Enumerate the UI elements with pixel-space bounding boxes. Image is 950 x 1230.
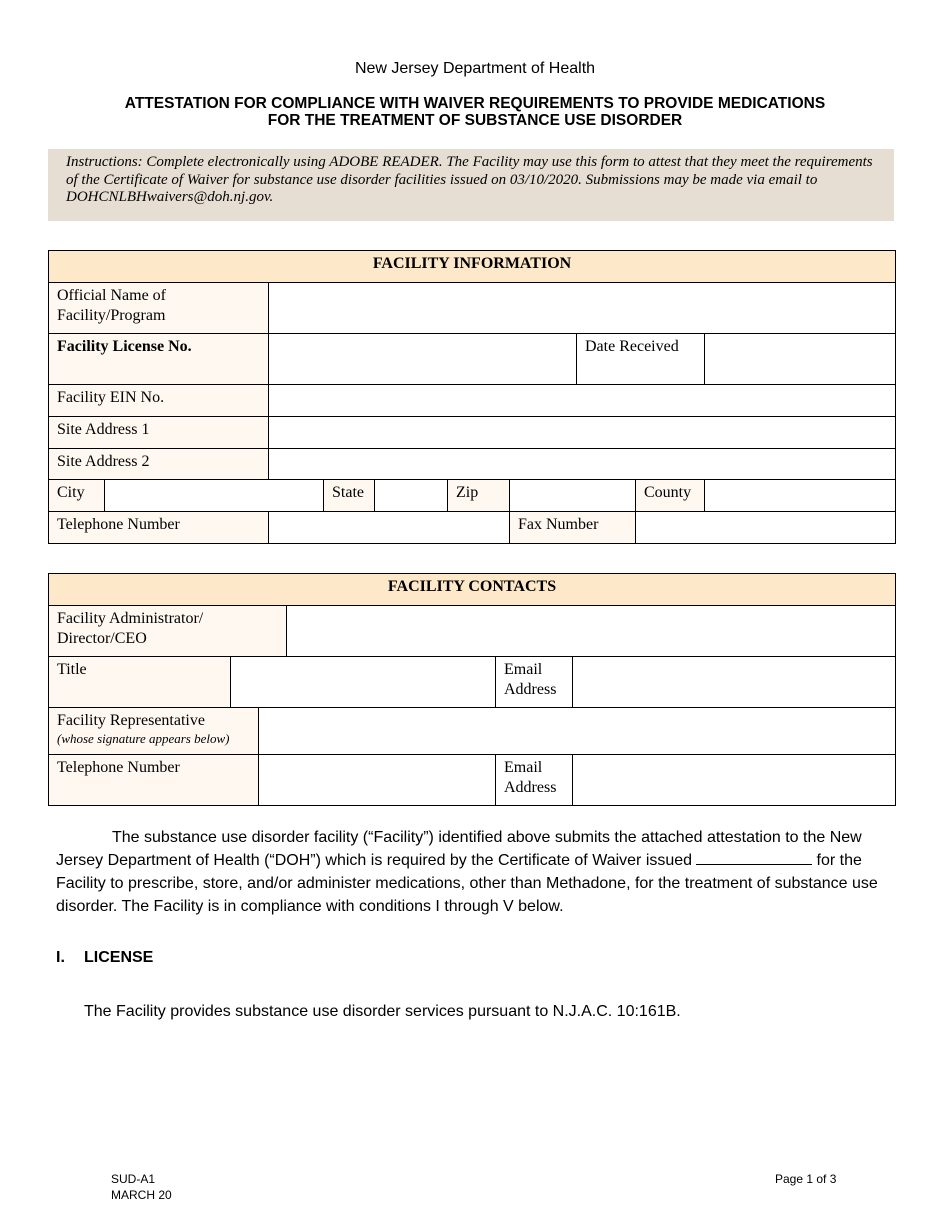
attestation-paragraph [56, 826, 886, 918]
zip-label: Zip [448, 480, 510, 512]
city-label: City [49, 480, 105, 512]
agency-name: New Jersey Department of Health [354, 60, 596, 77]
site-address-2-field[interactable] [269, 449, 896, 480]
site-address-1-field[interactable] [269, 417, 896, 449]
paragraph-part-2: for the Facility to prescribe, store, and/or administer medications, other than Methadone, for the treatment of substance use disorder. The Facility is in compliance with conditions I through V below. [56, 852, 878, 915]
issued-date-blank[interactable] [696, 849, 812, 865]
fax-label: Fax Number [510, 512, 636, 544]
official-name-label: Official Name of Facility/Program [49, 283, 269, 334]
official-name-field[interactable] [269, 283, 896, 334]
section-number: I. [56, 949, 65, 966]
section-heading [56, 949, 153, 967]
facility-information-table [48, 250, 896, 544]
site-address-1-label: Site Address 1 [49, 417, 269, 449]
representative-label [49, 708, 259, 755]
state-field[interactable] [375, 480, 448, 512]
instructions-box: Instructions: Complete electronically using ADOBE READER. The Facility may use this form to attest that they meet the requirements of the Certificate of Waiver for substance use disorder facilities issued on 03/10/2020. Submissions may be made via email to DOHCNLBHwaivers@doh.nj.gov. [48, 149, 894, 221]
license-no-label: Facility License No. [49, 334, 269, 385]
administrator-label: Facility Administrator/ Director/CEO [49, 606, 287, 657]
city-field[interactable] [105, 480, 324, 512]
title-field[interactable] [231, 657, 496, 708]
representative-note: (whose signature appears below) [57, 731, 230, 746]
facility-contacts-heading: FACILITY CONTACTS [49, 574, 896, 606]
footer-form-info [111, 1172, 172, 1203]
email-address-label: Email Address [496, 657, 573, 708]
section-title: LICENSE [84, 949, 154, 966]
ein-no-field[interactable] [269, 385, 896, 417]
page-number: Page 1 of 3 [775, 1172, 837, 1186]
telephone-label: Telephone Number [49, 512, 269, 544]
state-label: State [324, 480, 375, 512]
contact-telephone-field[interactable] [259, 755, 496, 806]
date-received-label: Date Received [577, 334, 705, 385]
representative-field[interactable] [259, 708, 896, 755]
email-address-field[interactable] [573, 657, 896, 708]
title-line-2: FOR THE TREATMENT OF SUBSTANCE USE DISORDER [267, 112, 683, 129]
county-label: County [636, 480, 705, 512]
site-address-2-label: Site Address 2 [49, 449, 269, 480]
telephone-field[interactable] [269, 512, 510, 544]
facility-contacts-table [48, 573, 896, 806]
administrator-field[interactable] [287, 606, 896, 657]
representative-label-text: Facility Representative [57, 712, 205, 729]
title-label: Title [49, 657, 231, 708]
footer-form-id: SUD-A1 [111, 1172, 156, 1186]
document-title [40, 95, 910, 129]
footer-form-date: MARCH 20 [111, 1187, 172, 1202]
zip-field[interactable] [510, 480, 636, 512]
facility-information-heading: FACILITY INFORMATION [49, 251, 896, 283]
date-received-field[interactable] [705, 334, 896, 385]
email-address-field-2[interactable] [573, 755, 896, 806]
contact-telephone-label: Telephone Number [49, 755, 259, 806]
title-line-1: ATTESTATION FOR COMPLIANCE WITH WAIVER REQUIREMENTS TO PROVIDE MEDICATIONS [124, 95, 826, 112]
email-address-label-2: Email Address [496, 755, 573, 806]
paragraph-part-1: The substance use disorder facility (“Facility”) identified above submits the attached attestation to the New Jersey Department of Health (“DOH”) which is required by the Certificate of Waiver issued [56, 829, 862, 869]
ein-no-label: Facility EIN No. [49, 385, 269, 417]
license-no-field[interactable] [269, 334, 577, 385]
section-text: The Facility provides substance use disorder services pursuant to N.J.A.C. 10:161B. [84, 1003, 681, 1020]
fax-field[interactable] [636, 512, 896, 544]
county-field[interactable] [705, 480, 896, 512]
